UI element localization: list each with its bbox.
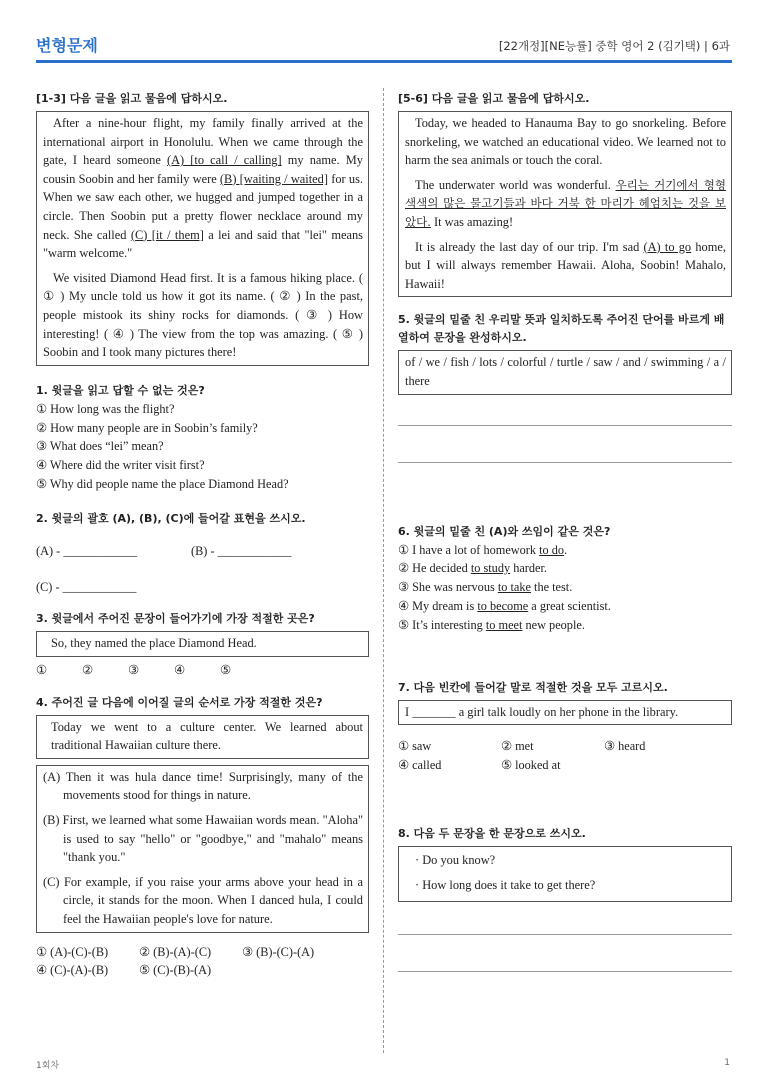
q6-option[interactable]: ③ She was nervous to take the test. (398, 580, 573, 595)
q7-stem: 7. 다음 빈칸에 들어갈 말로 적절한 것을 모두 고르시오. (398, 680, 668, 694)
underlined-a: (A) to go (643, 239, 692, 254)
q4-options-row2 (36, 961, 369, 980)
q6-option[interactable]: ② He decided to study harder. (398, 561, 547, 576)
q2-row1 (36, 542, 369, 561)
blank-a: (A) [to call / calling] (166, 153, 282, 168)
q5-stem: 5. 윗글의 밑줄 친 우리말 뜻과 일치하도록 주어진 단어를 바르게 배열하여 문장을 완성하시오. (398, 313, 725, 345)
q3-choice[interactable]: ⑤ (220, 662, 232, 677)
q4-option[interactable]: ④ (C)-(A)-(B) (36, 963, 109, 978)
q4-paragraph-a: (A) Then it was hula dance time! Surprisingly, many of the movements stood for things in nature. (43, 769, 363, 803)
q7-option[interactable]: ② met (501, 739, 534, 754)
q3-given-box (36, 631, 369, 657)
passage1-box (36, 111, 369, 366)
q4-option[interactable]: ① (A)-(C)-(B) (36, 944, 109, 959)
header-rule (36, 60, 732, 63)
q4-option[interactable]: ⑤ (C)-(B)-(A) (139, 963, 212, 978)
q4-given-box (36, 715, 369, 759)
q8-sentences-box (398, 846, 732, 902)
q3-stem: 3. 윗글에서 주어진 문장이 들어가기에 가장 적절한 곳은? (36, 612, 315, 626)
q7-option[interactable]: ④ called (398, 757, 442, 772)
q5-word-list: of / we / fish / lots / colorful / turtle / saw / and / swimming / a / there (405, 355, 726, 388)
q8-answer-line[interactable] (398, 971, 732, 972)
q2-answer-b[interactable]: (B) - ____________ (191, 543, 292, 558)
q6-option[interactable]: ④ My dream is to become a great scientist. (398, 598, 611, 613)
q4-given-text: Today we went to a culture center. We learned about traditional Hawaiian culture there. (51, 719, 363, 753)
column-divider (383, 88, 384, 1053)
q4-paragraph-c: (C) For example, if you raise your arms above your head in a circle, it stands for the moon. When I danced hula, I could feel the Hawaiian people's love for nature. (43, 874, 363, 927)
passage2-box (398, 111, 732, 297)
q2-answer-c[interactable]: (C) - ____________ (36, 579, 137, 594)
q1-option[interactable]: ③ What does “lei” mean? (36, 439, 164, 454)
q8-sentence-1: · Do you know? (415, 852, 496, 867)
q1-options (36, 400, 369, 494)
q7-option[interactable]: ① saw (398, 739, 432, 754)
q3-choice[interactable]: ④ (174, 662, 186, 677)
q7-option[interactable]: ③ heard (604, 739, 646, 754)
q3-choice[interactable]: ③ (128, 662, 140, 677)
korean-underlined-sentence: 우리는 거기에서 형형색색의 많은 물고기들과 바다 거북 한 마리가 헤엄치는 것을 보았다. (405, 177, 726, 229)
page-number: 1 (724, 1058, 730, 1068)
q3-choices (36, 661, 369, 680)
q1-option[interactable]: ② How many people are in Soobin’s family? (36, 420, 258, 435)
q4-stem: 4. 주어진 글 다음에 이어질 글의 순서로 가장 적절한 것은? (36, 695, 323, 709)
q6-stem: 6. 윗글의 밑줄 친 (A)와 쓰임이 같은 것은? (398, 524, 611, 538)
right-column (398, 90, 732, 972)
q4-paragraph-b: (B) First, we learned what some Hawaiian words mean. "Aloha" is used to say "hello" or "goodbye," and "mahalo" means "thank you." (43, 813, 363, 865)
passage2-para2: The underwater world was wonderful. 우리는 거기에서 형형색색의 많은 물고기들과 바다 거북 한 마리가 헤엄치는 것을 보았다. It was amazing! (405, 177, 726, 229)
q2-answer-a[interactable]: (A) - ____________ (36, 543, 138, 558)
q6-option[interactable]: ⑤ It’s interesting to meet new people. (398, 617, 585, 632)
q7-sentence: I _______ a girl talk loudly on her phone in the library. (405, 704, 679, 719)
q3-given-sentence: So, they named the place Diamond Head. (51, 636, 257, 651)
passage1-para2: We visited Diamond Head first. It is a famous hiking place. ( ① ) My uncle told us how it got its name. ( ② ) In the past, people mistook its shiny rocks for diamonds. ( ③ ) How interesting! ( ④ ) The view from the top was amazing. ( ⑤ ) Soobin and I took many pictures there! (43, 270, 363, 360)
q2-stem: 2. 윗글의 괄호 (A), (B), (C)에 들어갈 표현을 쓰시오. (36, 511, 306, 525)
q7-option[interactable]: ⑤ looked at (501, 757, 561, 772)
q7-options-row1 (398, 737, 732, 756)
q6-option[interactable]: ① I have a lot of homework to do. (398, 542, 568, 557)
blank-b: (B) [waiting / waited] (219, 171, 328, 186)
q5-words-box (398, 350, 732, 394)
header-info: [22개정][NE능률] 중학 영어 2 (김기택) | 6과 (498, 39, 730, 53)
passage2-heading: [5-6] 다음 글을 읽고 물음에 답하시오. (398, 92, 590, 105)
q1-stem: 1. 윗글을 읽고 답할 수 없는 것은? (36, 383, 205, 397)
q7-sentence-box (398, 700, 732, 726)
q1-option[interactable]: ④ Where did the writer visit first? (36, 458, 205, 473)
q7-options-row2 (398, 756, 732, 775)
q3-choice[interactable]: ① (36, 662, 48, 677)
q8-sentence-2: · How long does it take to get there? (415, 878, 596, 893)
passage2-para3: It is already the last day of our trip. I'm sad (A) to go home, but I will always remember Hawaii. Aloha, Soobin! Mahalo, Hawaii! (405, 239, 726, 291)
q4-paragraphs-box (36, 765, 369, 933)
passage2-para1: Today, we headed to Hanauma Bay to go snorkeling. Before snorkeling, we watched an educational video. We learned not to harm the sea animals or touch the coral. (405, 116, 726, 168)
page-title: 변형문제 (36, 36, 98, 55)
passage1-heading: [1-3] 다음 글을 읽고 물음에 답하시오. (36, 92, 228, 105)
q4-options-row1 (36, 943, 369, 962)
passage1-para1: After a nine-hour flight, my family finally arrived at the international airport in Honolulu. When we came through the gate, I heard someone (A) [to call / calling] my name. My cousin Soobin and her family were (B) [waiting / waited] for us. When we saw each other, we hugged and jumped together in a circle. Then Soobin put a pretty flower necklace around my neck. She called (C) [it / them] a lei and said that "lei" means "warm welcome." (43, 116, 364, 261)
blank-c: (C) [it / them] (130, 227, 204, 242)
footer-round: 1회차 (36, 1061, 60, 1071)
q3-choice[interactable]: ② (82, 662, 94, 677)
q1-option[interactable]: ① How long was the flight? (36, 401, 175, 416)
q5-answer-line[interactable] (398, 425, 732, 426)
q8-answer-line[interactable] (398, 934, 732, 935)
q1-option[interactable]: ⑤ Why did people name the place Diamond Head? (36, 476, 289, 491)
q4-option[interactable]: ② (B)-(A)-(C) (139, 944, 212, 959)
q4-option[interactable]: ③ (B)-(C)-(A) (242, 944, 315, 959)
left-column (36, 90, 369, 980)
q8-stem: 8. 다음 두 문장을 한 문장으로 쓰시오. (398, 826, 586, 840)
q6-options (398, 541, 732, 635)
